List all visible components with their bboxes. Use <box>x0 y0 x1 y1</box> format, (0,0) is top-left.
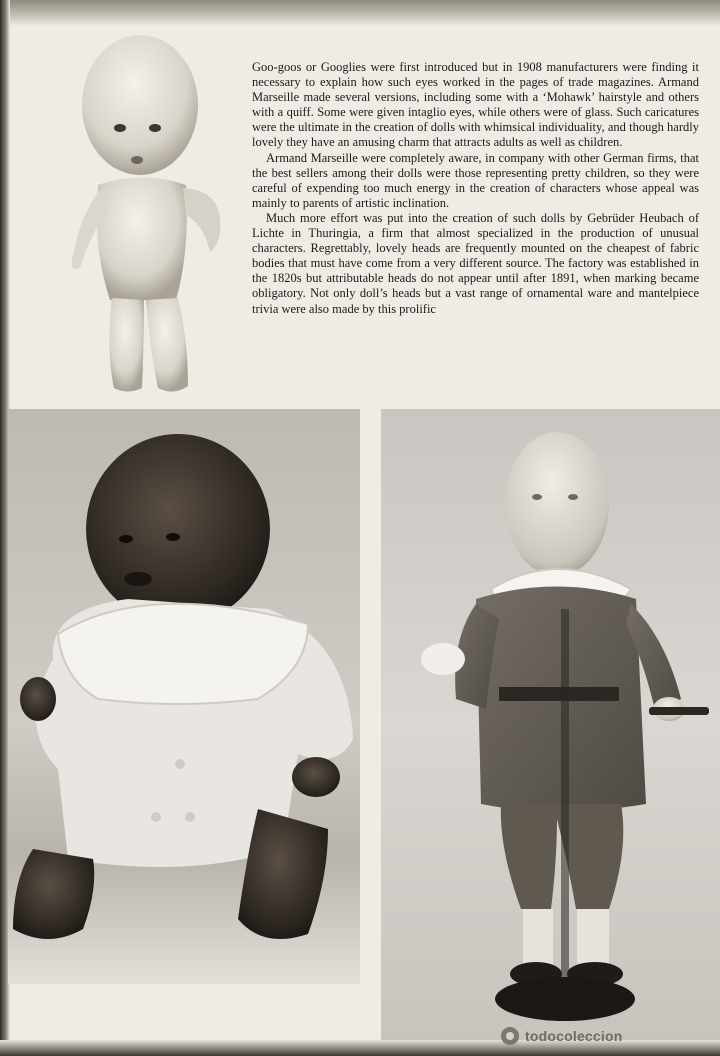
todocoleccion-logo-icon <box>501 1027 519 1045</box>
standing-baby-doll-photo <box>58 20 233 402</box>
paragraph-2: Armand Marseille were completely aware, in company with other German firms, that the best sellers among their dolls were those representing pretty children, so they were careful of expending too much energy in the creation of characters whose appeal was mainly to parents of artistic inclination. <box>252 150 699 210</box>
paragraph-1: Goo-goos or Googlies were first introduced but in 1908 manufacturers were finding it necessary to explain how such eyes worked in the pages of trade magazines. Armand Marseille made several versions, including some with a ‘Mohawk’ hairstyle and others with a quiff. Some were given intaglio eyes, while others were of glass. Such caricatures were the ultimate in the creation of dolls with whimsical individuality, and though hardly lovely they have an amusing charm that attracts adults as well as children. <box>252 60 699 150</box>
paragraph-3: Much more effort was put into the creation of such dolls by Gebrüder Heubach of Lichte in Thuringia, a firm that almost specialized in the production of unusual characters. Regrettably, lovely heads are frequently mounted on the cheapest of fabric bodies that must have come from a very different source. The factory was established in the 1820s but attributable heads do not appear until after 1891, when marking became obligatory. Not only doll’s heads but a vast range of ornamental ware and mantelpiece trivia were also made by this prolific <box>252 210 699 316</box>
watermark-text: todocoleccion <box>525 1028 623 1044</box>
seated-black-baby-doll-photo <box>8 409 360 984</box>
article-text <box>252 60 699 317</box>
watermark <box>501 1024 623 1048</box>
standing-boy-doll-photo <box>381 409 720 1040</box>
